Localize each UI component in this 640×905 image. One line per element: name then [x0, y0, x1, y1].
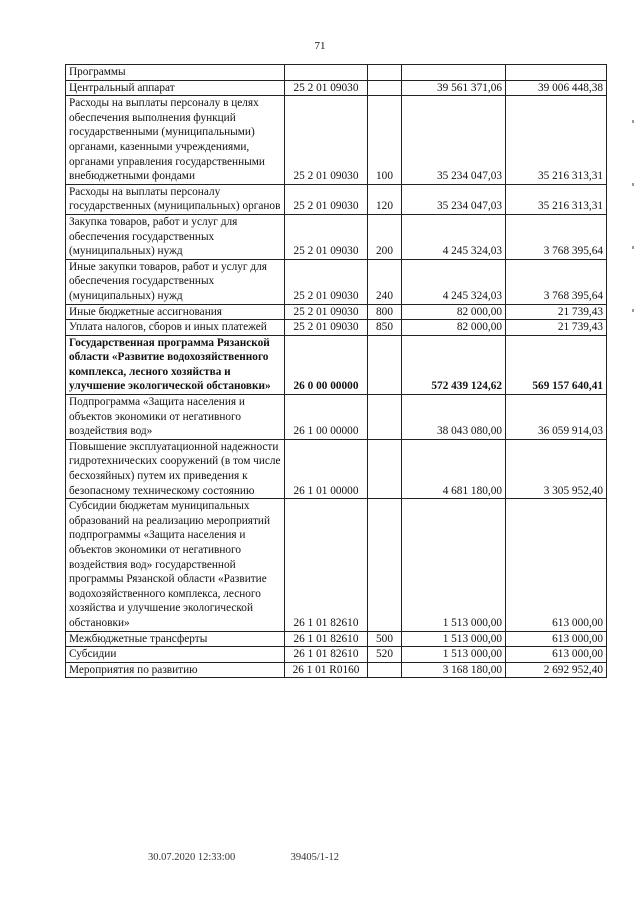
- row-expense-type: 800: [368, 304, 402, 320]
- row-amount-planned: 38 043 080,00: [402, 395, 506, 440]
- row-name: Программы: [66, 65, 285, 81]
- row-code: 26 1 00 00000: [285, 395, 368, 440]
- row-code: 25 2 01 09030: [285, 96, 368, 185]
- row-amount-planned: 82 000,00: [402, 304, 506, 320]
- table-row: [66, 647, 607, 663]
- row-amount-planned: 4 245 324,03: [402, 214, 506, 259]
- row-expense-type: [368, 439, 402, 498]
- row-code: 26 1 01 82610: [285, 499, 368, 631]
- row-expense-type: 100: [368, 96, 402, 185]
- table-row: [66, 65, 607, 81]
- row-amount-executed: 21 739,43: [506, 304, 607, 320]
- table-row: [66, 631, 607, 647]
- row-amount-executed: 613 000,00: [506, 631, 607, 647]
- row-amount-executed: 3 768 395,64: [506, 259, 607, 304]
- row-expense-type: 200: [368, 214, 402, 259]
- row-expense-type: 850: [368, 320, 402, 336]
- row-amount-executed: 613 000,00: [506, 647, 607, 663]
- row-amount-planned: 1 513 000,00: [402, 647, 506, 663]
- document-footer: [148, 852, 339, 863]
- table-row: [66, 214, 607, 259]
- table-row: [66, 662, 607, 678]
- row-code: 26 1 01 00000: [285, 439, 368, 498]
- table-row: [66, 395, 607, 440]
- table-row: [66, 439, 607, 498]
- row-amount-executed: 3 768 395,64: [506, 214, 607, 259]
- row-expense-type: 520: [368, 647, 402, 663]
- row-name: Мероприятия по развитию: [66, 662, 285, 678]
- row-expense-type: 240: [368, 259, 402, 304]
- row-name: Повышение эксплуатационной надежности гидротехнических сооружений (в том числе бесхозяйных) путем их приведения к безопасному техническому состоянию: [66, 439, 285, 498]
- row-amount-executed: 21 739,43: [506, 320, 607, 336]
- row-amount-executed: 569 157 640,41: [506, 335, 607, 394]
- row-amount-planned: 572 439 124,62: [402, 335, 506, 394]
- budget-table-body: [66, 65, 607, 678]
- row-code: 26 1 01 82610: [285, 631, 368, 647]
- row-name: Государственная программа Рязанской области «Развитие водохозяйственного комплекса, лесного хозяйства и улучшение экологической обстановки»: [66, 335, 285, 394]
- row-expense-type: [368, 499, 402, 631]
- table-row: [66, 499, 607, 631]
- row-name: Иные бюджетные ассигнования: [66, 304, 285, 320]
- row-expense-type: [368, 662, 402, 678]
- row-name: Межбюджетные трансферты: [66, 631, 285, 647]
- row-code: 25 2 01 09030: [285, 320, 368, 336]
- row-amount-planned: 3 168 180,00: [402, 662, 506, 678]
- table-row: [66, 96, 607, 185]
- table-row: [66, 335, 607, 394]
- row-name: Иные закупки товаров, работ и услуг для обеспечения государственных (муниципальных) нужд: [66, 259, 285, 304]
- row-name: Субсидии бюджетам муниципальных образований на реализацию мероприятий подпрограммы «Защита населения и объектов экономики от негативного воздействия вод» государственной программы Рязанской области «Развитие водохозяйственного комплекса, лесного хозяйства и улучшение экологической обстановки»: [66, 499, 285, 631]
- margin-scan-marks: [632, 120, 636, 372]
- row-amount-executed: 35 216 313,31: [506, 184, 607, 214]
- row-code: 25 2 01 09030: [285, 184, 368, 214]
- row-amount-executed: [506, 65, 607, 81]
- row-amount-planned: 82 000,00: [402, 320, 506, 336]
- table-row: [66, 320, 607, 336]
- row-amount-planned: 4 681 180,00: [402, 439, 506, 498]
- row-expense-type: [368, 65, 402, 81]
- row-expense-type: [368, 395, 402, 440]
- row-name: Расходы на выплаты персоналу в целях обеспечения выполнения функций государственными (муниципальными) органами, казенными учреждениями, органами управления государственными внебюджетными фондами: [66, 96, 285, 185]
- footer-doc-id: 39405/1-12: [290, 852, 340, 863]
- row-code: [285, 65, 368, 81]
- table-row: [66, 304, 607, 320]
- budget-table: [65, 64, 607, 678]
- row-expense-type: [368, 335, 402, 394]
- row-amount-planned: 1 513 000,00: [402, 631, 506, 647]
- table-row: [66, 259, 607, 304]
- row-amount-planned: 4 245 324,03: [402, 259, 506, 304]
- row-amount-executed: 36 059 914,03: [506, 395, 607, 440]
- row-amount-planned: 1 513 000,00: [402, 499, 506, 631]
- row-expense-type: 120: [368, 184, 402, 214]
- row-code: 25 2 01 09030: [285, 259, 368, 304]
- row-name: Субсидии: [66, 647, 285, 663]
- row-code: 26 1 01 R0160: [285, 662, 368, 678]
- row-amount-planned: 39 561 371,06: [402, 80, 506, 96]
- table-row: [66, 80, 607, 96]
- row-code: 25 2 01 09030: [285, 80, 368, 96]
- row-name: Уплата налогов, сборов и иных платежей: [66, 320, 285, 336]
- row-code: 26 1 01 82610: [285, 647, 368, 663]
- row-amount-planned: 35 234 047,03: [402, 96, 506, 185]
- row-amount-executed: 3 305 952,40: [506, 439, 607, 498]
- row-amount-planned: [402, 65, 506, 81]
- row-amount-executed: 39 006 448,38: [506, 80, 607, 96]
- row-name: Подпрограмма «Защита населения и объектов экономики от негативного воздействия вод»: [66, 395, 285, 440]
- row-amount-executed: 613 000,00: [506, 499, 607, 631]
- row-expense-type: [368, 80, 402, 96]
- row-amount-executed: 2 692 952,40: [506, 662, 607, 678]
- row-code: 26 0 00 00000: [285, 335, 368, 394]
- row-amount-planned: 35 234 047,03: [402, 184, 506, 214]
- row-name: Центральный аппарат: [66, 80, 285, 96]
- row-code: 25 2 01 09030: [285, 214, 368, 259]
- page-number: 71: [314, 40, 326, 52]
- row-name: Закупка товаров, работ и услуг для обеспечения государственных (муниципальных) нужд: [66, 214, 285, 259]
- row-name: Расходы на выплаты персоналу государственных (муниципальных) органов: [66, 184, 285, 214]
- row-code: 25 2 01 09030: [285, 304, 368, 320]
- row-amount-executed: 35 216 313,31: [506, 96, 607, 185]
- row-expense-type: 500: [368, 631, 402, 647]
- footer-timestamp: 30.07.2020 12:33:00: [148, 852, 236, 863]
- table-row: [66, 184, 607, 214]
